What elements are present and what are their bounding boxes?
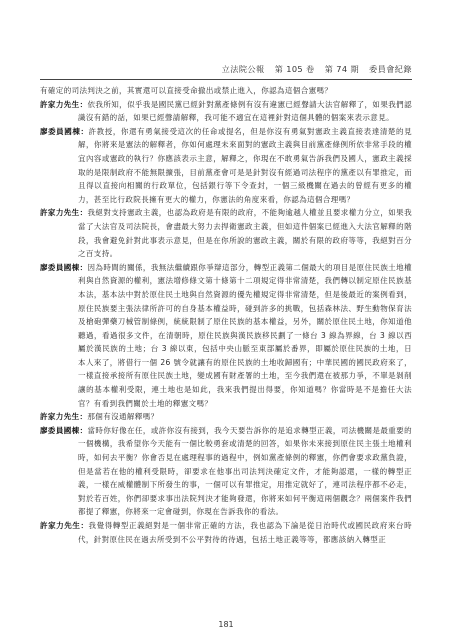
issue-label: 第 74 期 xyxy=(324,64,360,74)
speaker-label: 許家力先生： xyxy=(40,208,88,218)
speaker-label: 許家力先生： xyxy=(40,99,88,109)
speaker-label: 廖委員國棟： xyxy=(40,262,88,272)
transcript-paragraph xyxy=(40,125,412,207)
paragraph-text: 我絕對支持憲政主義，也認為政府是有限的政府，不能夠逾越人權並且要求權力分立，如果我當了大法官及司法院長，會盡最大努力去捍衛憲政主義，但如這件個案已經進入大法官解釋的階段，我會避免針對此事表示意見，但是在你所說的憲政主義，關於有限的政府等等，我絕對百分之百支持。 xyxy=(78,208,412,259)
paragraph-text: 因為時間的關係，我無法繼續跟你爭辯這部分，轉型正義第二個最大的項目是原住民族土地權利與自然資源的權利，憲法增修條文第十條第十二項規定得非常清楚，我們轉以制定原住民族基本法，基本法中對於原住民土地與自然資源的優先權規定得非常清楚，但是後最近的案例看到，原住民族要主張法律所許可的自身基本權益時，碰到許多的挑戰，包括森林法、野生動物保育法及槍砲彈藥刀械管制條例，統統限制了原住民族的基本權益，另外，關於原住民土地，你知道他聽過，看過很多文件，在清朝時，原住民族與漢民族移民劃了一條台 3 線為界線，台 3 線以西屬於漢民族的土地；台 3 線以東，包括中央山脈至東部屬於番界，即屬於原住民族的土地，日本人來了，將借行一個 26 號令就讓有的原住民族的土地收歸國有；中華民國的國民政府來了，一樣直接承接所有原住民族土地，變成國有財產署的土地，至今我們還在被那力爭，不單是剝削讓的基本權利受限，連土地也是如此，我來我們提出得要，你知道嗎？你當時是不是擔任大法官？有看到我們關於土地的釋憲文嗎？ xyxy=(78,262,412,408)
paragraph-text: 那個有沒通解釋嗎？ xyxy=(87,412,159,422)
transcript-paragraph xyxy=(40,98,412,125)
speaker-label: 廖委員國棟： xyxy=(40,126,89,136)
speaker-label: 許家力先生： xyxy=(40,412,88,422)
section-label: 委員會紀錄 xyxy=(369,64,412,74)
transcript-paragraph xyxy=(40,424,412,519)
transcript-paragraph xyxy=(40,410,412,424)
transcript-paragraph xyxy=(40,261,412,411)
page-number: 181 xyxy=(218,620,234,629)
volume-label: 第 105 卷 xyxy=(274,64,315,74)
paragraph-text: 許教授，你還有勇氣接受這次的任命或提名，但是你沒有勇氣對憲政主義直接表達清楚的見解，你將來是憲法的解釋者，你如何處理未來面對的憲政主義與目前黨產條例所依非常手段的權宜內容或憲政的執行？你應該表示主意，解釋之，你現在不敢勇氣告訴我們及國人，憲政主義採取的是限制政府不能無限擴張，目前黨產會可是是針對沒有經過司法程序的黨產以有罪推定，而且得以直接向相關的行政單位，包括銀行等下令查封，一個三級機關在過去的曾經有更多的權力，甚至比行政院長擁有更大的權力，你憲法的角度來看，你認為這個合理嗎？ xyxy=(78,126,412,204)
page-header xyxy=(40,64,412,75)
paragraph-text: 我覺得轉型正義絕對是一個非常正確的方法，我也認為下論是從日治時代或國民政府來台時代，針對原住民在過去所受到不公平對待的待遇，包括土地正義等等，都應該納入轉型正 xyxy=(78,521,412,544)
publication-title: 立法院公報 xyxy=(221,64,265,74)
transcript-body xyxy=(40,84,412,546)
speaker-label: 許家力先生： xyxy=(40,521,89,530)
speaker-label: 廖委員國棟： xyxy=(40,425,88,435)
paragraph-text: 當時你好像在任，或許你沒有接到，我今天要告訴你的是追求轉型正義，司法機關是最重要的一個機構，我希望你今天能有一個比較勇套或清楚的回答，如果你未來接到原住民主張土地權利時，如何去平衡？你會否見在處理程事的過程中，例如黨產條例的釋憲，你們會要求政黨負證，但是當若在他的權利受限時，卻要求在他事出司法判決確定文件，才能夠認還，一樣的轉型正義，一樣在威權體制下所發生的事，一個可以有罪推定，用推定就好了，連司法程序都不必走，對於若百姓，你們卻要求事出法院判決才能夠發還，你將來如何平衡這兩個觀念？兩個案件我們都提了釋憲，你將來一定會碰到，你現在告訴我你的看法。 xyxy=(78,425,412,517)
paragraph-text: 依我所知，似乎我是國民黨已經針對黨產條例有沒有違憲已經聲請大法官解釋了，如果我們認識沒有錯的話，如果已經聲請解釋，我可能不適宜在這裡針對這個具體的個案來表示意見。 xyxy=(78,99,412,123)
header-rule xyxy=(40,79,412,80)
transcript-paragraph xyxy=(40,206,412,260)
paragraph-text: 有確定的司法判決之前，其實還可以直接受命撤出或禁止進入，你認為這個合憲嗎？ xyxy=(40,86,333,95)
transcript-paragraph xyxy=(40,519,412,546)
transcript-paragraph xyxy=(40,84,412,98)
